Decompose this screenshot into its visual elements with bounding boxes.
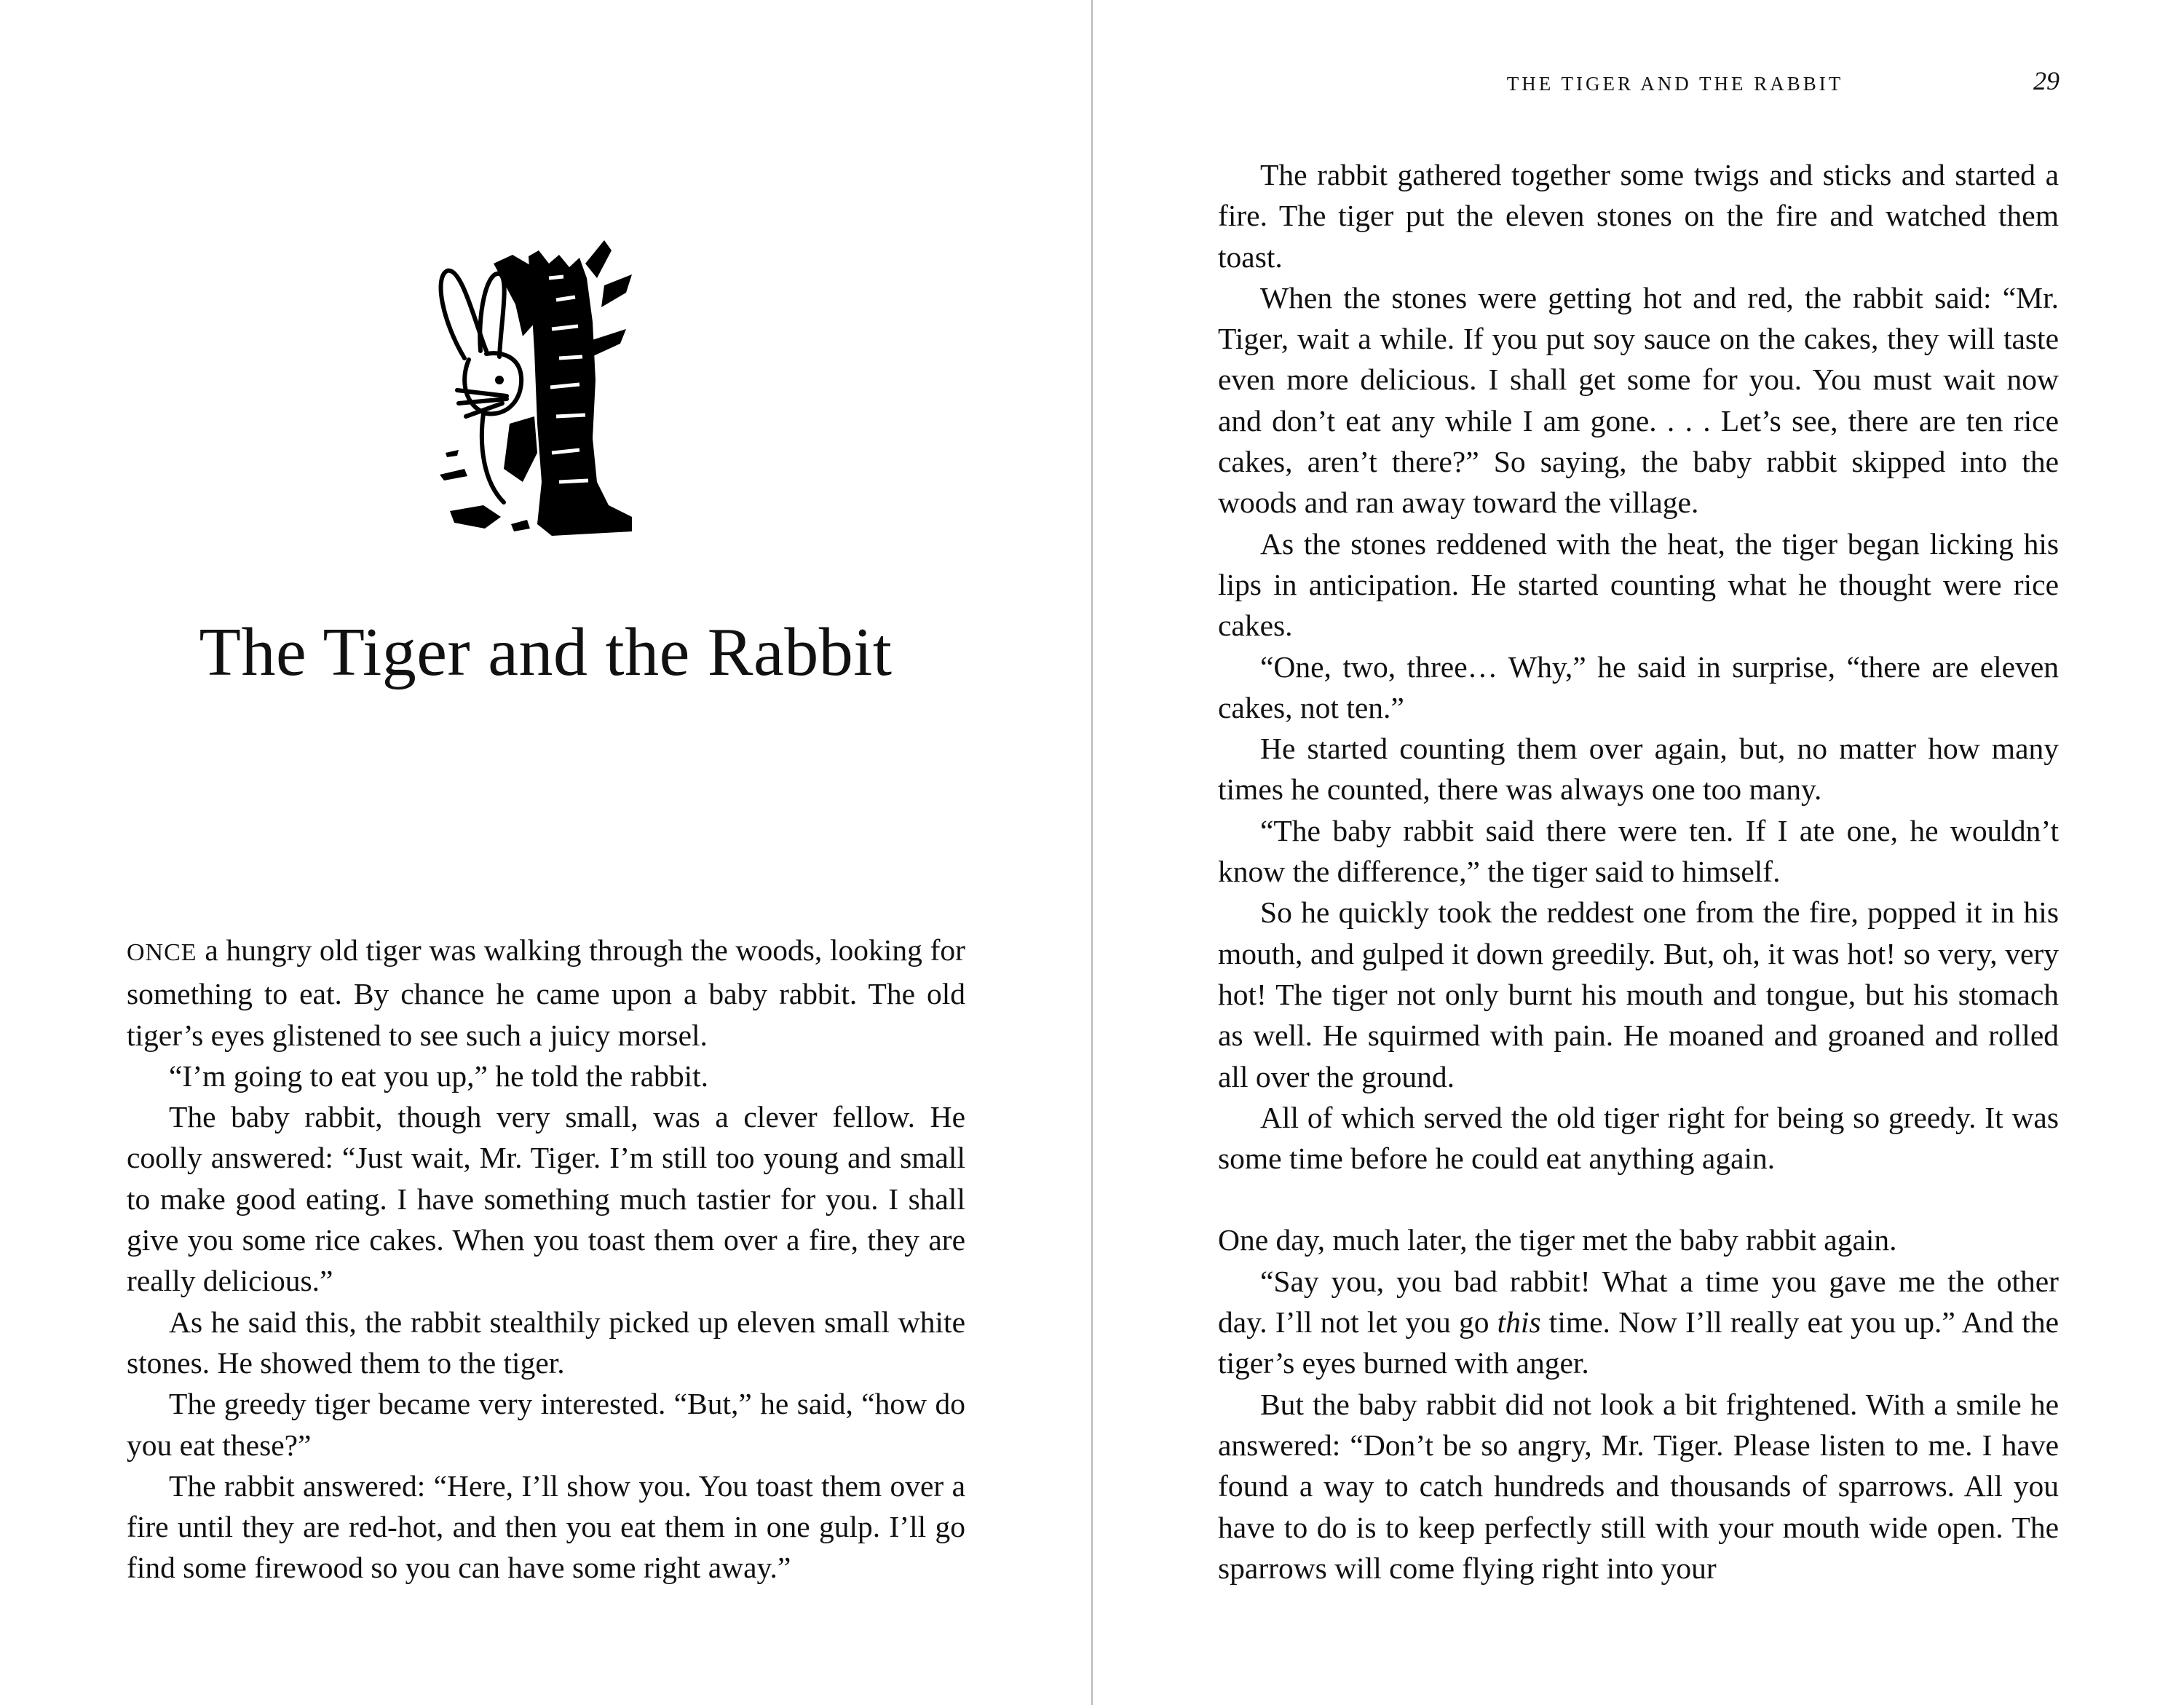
paragraph-text: a hungry old tiger was walking through the woods, looking for something to eat. By chance he came upon a baby rabbit. The old tiger’s eyes glistened to see such a juicy morsel. bbox=[127, 933, 965, 1052]
emphasized-word: this bbox=[1497, 1305, 1541, 1340]
left-page bbox=[0, 0, 1091, 1705]
body-paragraph: The greedy tiger became very interested. “But,” he said, “how do you eat these?” bbox=[127, 1387, 965, 1462]
chapter-title: The Tiger and the Rabbit bbox=[199, 614, 893, 690]
body-paragraph: As he said this, the rabbit stealthily picked up eleven small white stones. He showed them to the tiger. bbox=[127, 1305, 965, 1380]
body-paragraph bbox=[127, 930, 965, 1056]
body-paragraph: “I’m going to eat you up,” he told the rabbit. bbox=[169, 1059, 709, 1093]
body-paragraph: He started counting them over again, but, no matter how many times he counted, there was always one too many. bbox=[1218, 732, 2059, 807]
body-paragraph: The rabbit answered: “Here, I’ll show you. You toast them over a fire until they are red-hot, and then you eat them in one gulp. I’ll go find some firewood so you can have some right away.” bbox=[127, 1468, 965, 1585]
rabbit-behind-tree-illustration bbox=[414, 234, 676, 555]
body-paragraph bbox=[1218, 1261, 2059, 1384]
left-page-body-text bbox=[127, 930, 965, 1589]
body-paragraph: All of which served the old tiger right for being so greedy. It was some time before he could eat anything again. bbox=[1218, 1100, 2059, 1176]
running-head: THE TIGER AND THE RABBIT bbox=[1506, 73, 1844, 95]
right-page-body-text bbox=[1218, 154, 2059, 1589]
page-number: 29 bbox=[2033, 66, 2060, 95]
right-page bbox=[1093, 0, 2184, 1705]
body-paragraph: But the baby rabbit did not look a bit frightened. With a smile he answered: “Don’t be so angry, Mr. Tiger. Please listen to me. I have found a way to catch hundreds and thousands of sparrows. All you have to do is to keep perfectly still with your mouth wide open. The sparrows will come flying right into your bbox=[1218, 1387, 2059, 1585]
paragraph-text: time. Now I’ll really eat you up.” And the tiger’s eyes burned with anger. bbox=[1218, 1305, 2060, 1380]
ink-illustration-icon bbox=[414, 234, 676, 555]
body-paragraph: “The baby rabbit said there were ten. If I ate one, he wouldn’t know the difference,” the tiger said to himself. bbox=[1218, 813, 2059, 889]
body-paragraph: So he quickly took the reddest one from the fire, popped it in his mouth, and gulped it down greedily. But, oh, it was hot! so very, very hot! The tiger not only burnt his mouth and tongue, but his stomach as well. He squirmed with pain. He moaned and groaned and rolled all over the ground. bbox=[1218, 895, 2059, 1093]
body-paragraph: As the stones reddened with the heat, the tiger began licking his lips in anticipation. He started counting what he thought were rice cakes. bbox=[1218, 526, 2059, 643]
body-paragraph: The rabbit gathered together some twigs and sticks and started a fire. The tiger put the eleven stones on the fire and watched them toast. bbox=[1218, 158, 2059, 274]
body-paragraph: The baby rabbit, though very small, was a clever fellow. He coolly answered: “Just wait, Mr. Tiger. I’m still too young and small to make good eating. I have something much tastier for you. I shall give you some rice cakes. When you toast them over a fire, they are really delicious.” bbox=[127, 1100, 965, 1298]
section-start-paragraph: One day, much later, the tiger met the baby rabbit again. bbox=[1218, 1223, 1897, 1257]
body-paragraph: “One, two, three… Why,” he said in surprise, “there are eleven cakes, not ten.” bbox=[1218, 649, 2059, 724]
paragraph-text: “Say you, you bad rabbit! What a time you gave me the other day. I’ll not let you go bbox=[1218, 1264, 2059, 1340]
opening-small-caps: ONCE bbox=[127, 939, 197, 966]
body-paragraph: When the stones were getting hot and red, the rabbit said: “Mr. Tiger, wait a while. If you put soy sauce on the cakes, they will taste even more delicious. I shall get some for you. You must wait now and don’t eat any while I am gone. . . . Let’s see, there are ten rice cakes, aren’t there?” So saying, the baby rabbit skipped into the woods and ran away toward the village. bbox=[1218, 280, 2059, 520]
